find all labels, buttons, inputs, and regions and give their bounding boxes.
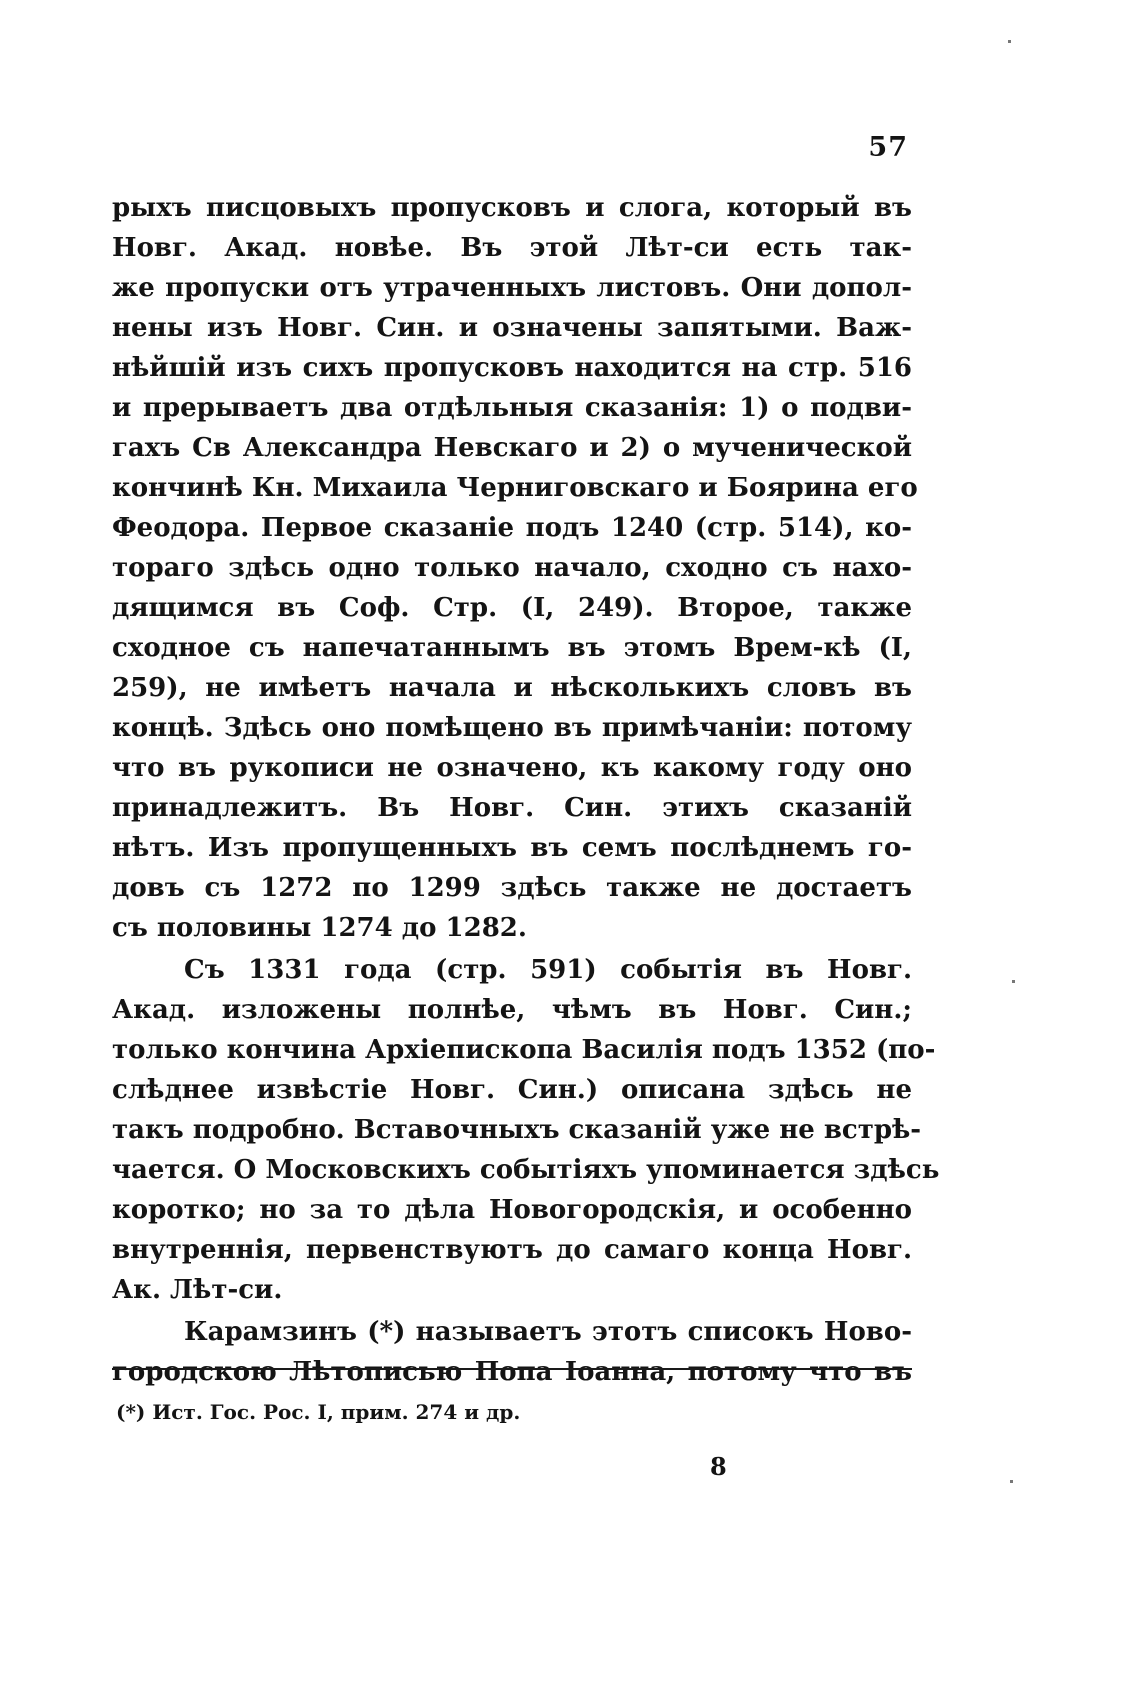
text-line: гахъ Св Александра Невскаго и 2) о мученической xyxy=(112,433,912,463)
footnote-divider xyxy=(112,1368,912,1370)
text-line: Ак. Лѣт-си. xyxy=(112,1275,283,1305)
text-line: рыхъ писцовыхъ пропусковъ и слога, который въ xyxy=(112,193,912,223)
text-line: Акад. изложены полнѣе, чѣмъ въ Новг. Син.; xyxy=(112,995,912,1025)
text-line: городскою Лѣтописью Попа Іоанна, потому что въ xyxy=(112,1357,912,1387)
text-line: нѣтъ. Изъ пропущенныхъ въ семъ послѣднемъ го- xyxy=(112,833,912,863)
text-line: нены изъ Новг. Син. и означены запятыми. Важ- xyxy=(112,313,912,343)
text-line: слѣднее извѣстіе Новг. Син.) описана здѣсь не xyxy=(112,1075,912,1105)
text-line: 259), не имѣетъ начала и нѣсколькихъ словъ въ xyxy=(112,673,912,703)
signature-mark: 8 xyxy=(710,1452,727,1481)
text-line: же пропуски отъ утраченныхъ листовъ. Они допол- xyxy=(112,273,912,303)
text-line: внутреннія, первенствуютъ до самаго конца Новг. xyxy=(112,1235,912,1265)
text-line: чается. О Московскихъ событіяхъ упоминается здѣсь xyxy=(112,1155,940,1185)
text-line: кончинѣ Кн. Михаила Черниговскаго и Боярина его xyxy=(112,473,918,503)
text-line: такъ подробно. Вставочныхъ сказаній уже не встрѣ- xyxy=(112,1115,922,1145)
text-line: Новг. Акад. новѣе. Въ этой Лѣт-си есть так- xyxy=(112,233,912,263)
text-line: нѣйшій изъ сихъ пропусковъ находится на стр. 516 xyxy=(112,353,912,383)
text-line: сходное съ напечатаннымъ въ этомъ Врем-кѣ (I, xyxy=(112,633,912,663)
text-line: коротко; но за то дѣла Новогородскія, и особенно xyxy=(112,1195,912,1225)
text-line: только кончина Архіепископа Василія подъ 1352 (по- xyxy=(112,1035,936,1065)
text-line: и прерываетъ два отдѣльныя сказанія: 1) о подви- xyxy=(112,393,912,423)
text-line: принадлежитъ. Въ Новг. Син. этихъ сказаній xyxy=(112,793,912,823)
text-line: концѣ. Здѣсь оно помѣщено въ примѣчаніи: потому xyxy=(112,713,912,743)
text-line: Карамзинъ (*) называетъ этотъ списокъ Ново- xyxy=(184,1317,912,1347)
scan-speck xyxy=(1012,980,1015,983)
body-text xyxy=(112,188,940,1392)
text-line: Съ 1331 года (стр. 591) событія въ Новг. xyxy=(184,955,912,985)
scan-speck xyxy=(1010,1480,1013,1483)
text-line: довъ съ 1272 по 1299 здѣсь также не достаетъ xyxy=(112,873,912,903)
text-line: дящимся въ Соф. Стр. (I, 249). Второе, также xyxy=(112,593,912,623)
footnote: (*) Ист. Гос. Рос. I, прим. 274 и др. xyxy=(116,1400,521,1424)
text-line: тораго здѣсь одно только начало, сходно съ нахо- xyxy=(112,553,912,583)
scan-speck xyxy=(1008,40,1011,43)
page-number: 57 xyxy=(868,132,908,163)
text-line: Феодора. Первое сказаніе подъ 1240 (стр. 514), ко- xyxy=(112,513,912,543)
text-line: съ половины 1274 до 1282. xyxy=(112,913,527,943)
text-line: что въ рукописи не означено, къ какому году оно xyxy=(112,753,912,783)
